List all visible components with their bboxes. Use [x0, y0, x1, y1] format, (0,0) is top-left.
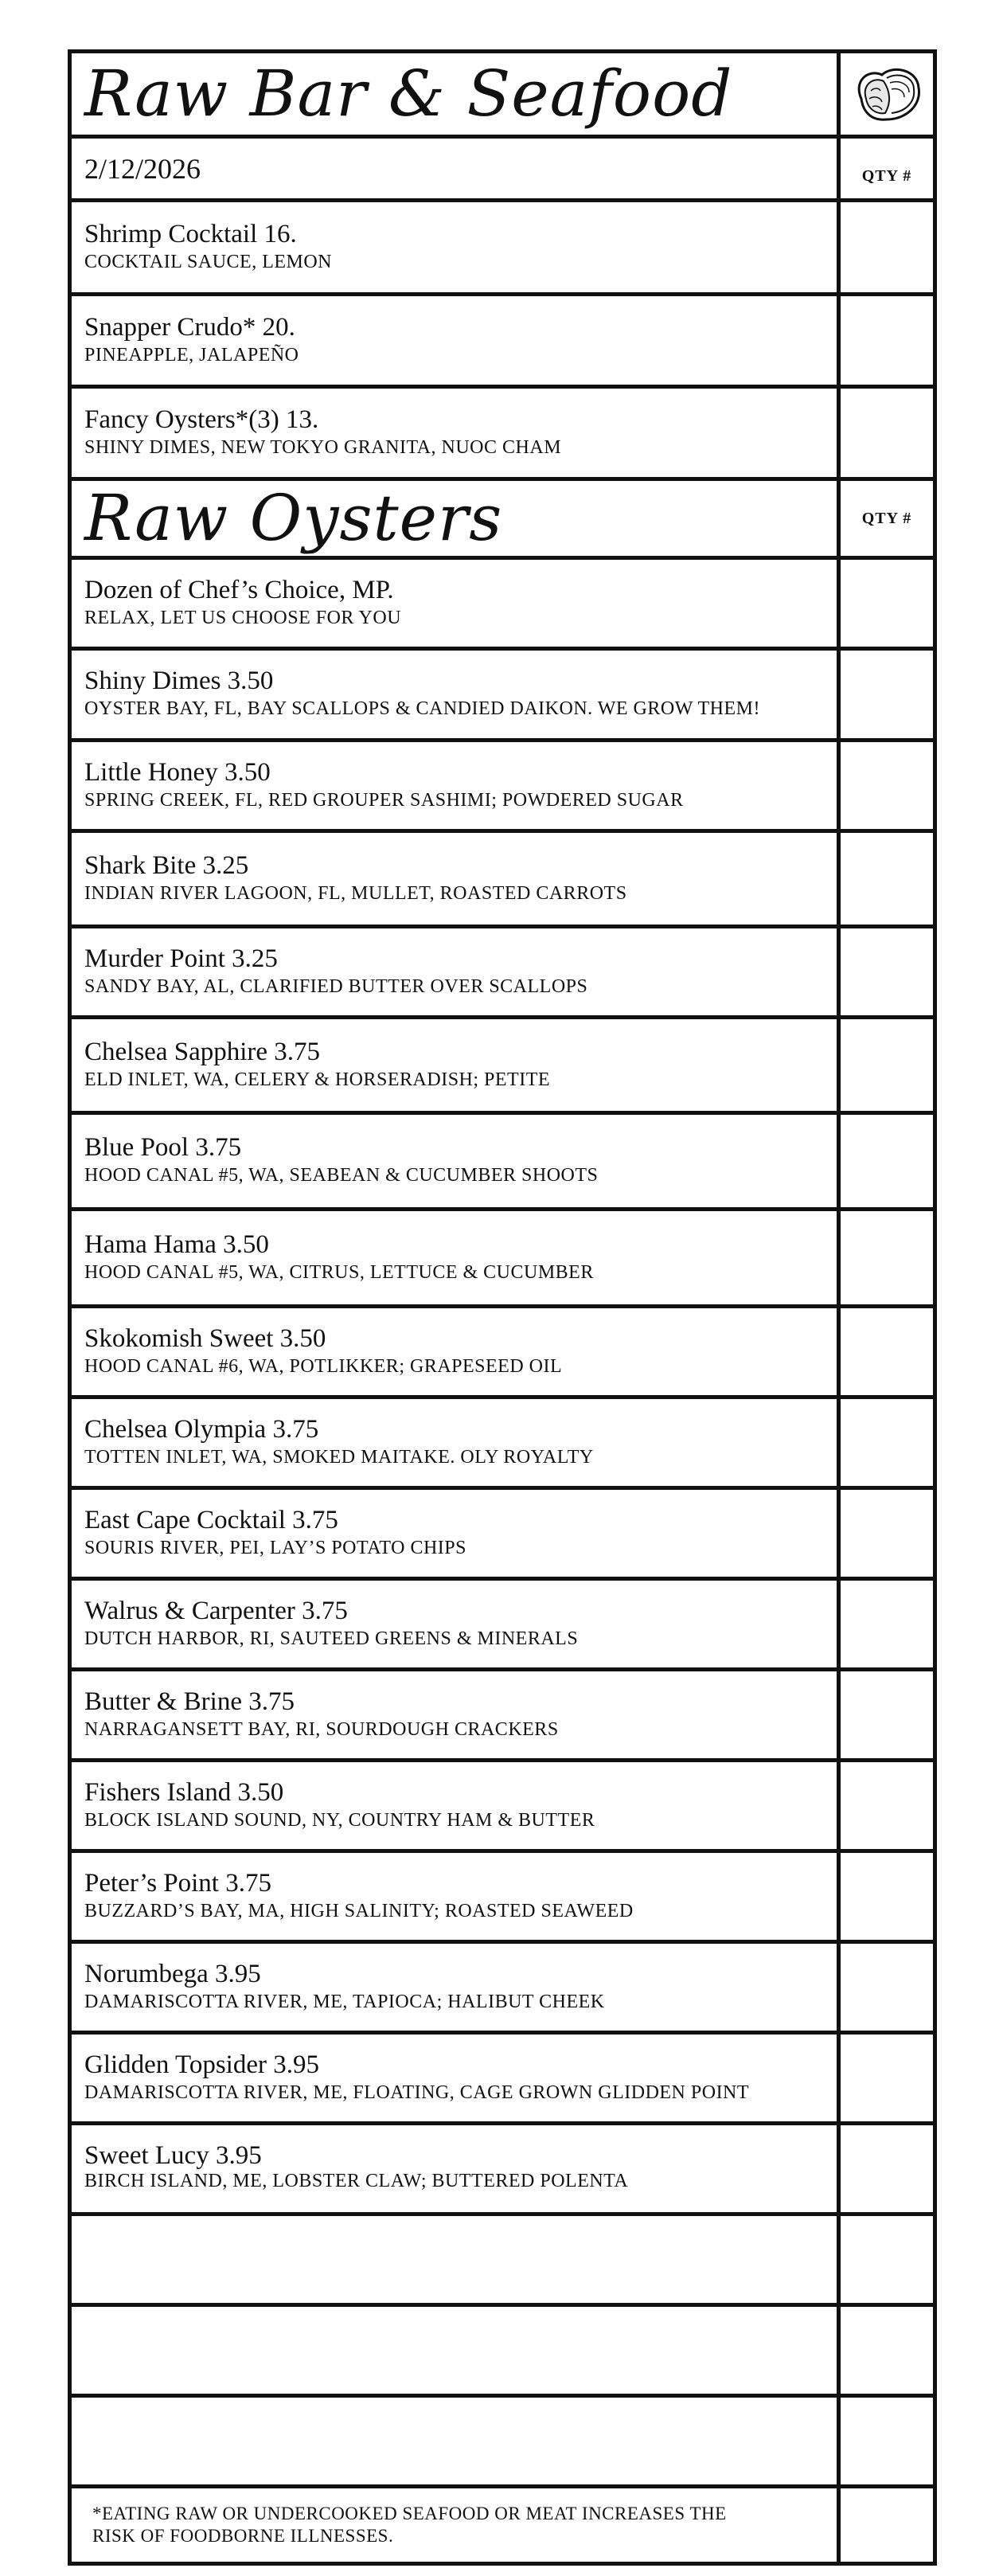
- menu-item-row: [72, 1211, 933, 1308]
- date-cell: [72, 139, 841, 198]
- menu-item: [72, 928, 841, 1015]
- qty-box[interactable]: [841, 1490, 933, 1577]
- qty-box[interactable]: [841, 2216, 933, 2303]
- menu-item-row: [72, 2125, 933, 2216]
- qty-box[interactable]: [841, 1581, 933, 1667]
- menu-item-row: [72, 928, 933, 1019]
- menu-item: [72, 1581, 841, 1667]
- blank-row: [72, 2216, 933, 2307]
- item-description: ELD INLET, WA, CELERY & HORSERADISH; PETITE: [84, 1069, 551, 1090]
- menu-item: [72, 296, 841, 385]
- menu-item-row: [72, 389, 933, 481]
- item-description: HOOD CANAL #5, WA, CITRUS, LETTUCE & CUCUMBER: [84, 1261, 594, 1283]
- item-name: Blue Pool 3.75: [84, 1133, 242, 1163]
- qty-box[interactable]: [841, 651, 933, 738]
- blank-item-cell[interactable]: [72, 2307, 841, 2394]
- date-row: [72, 139, 933, 202]
- menu-item: [72, 651, 841, 738]
- qty-box[interactable]: [841, 1399, 933, 1486]
- menu-item: [72, 1399, 841, 1486]
- item-description: SPRING CREEK, FL, RED GROUPER SASHIMI; POWDERED SUGAR: [84, 789, 684, 811]
- qty-box[interactable]: [841, 389, 933, 477]
- qty-box[interactable]: [841, 2035, 933, 2121]
- item-description: BIRCH ISLAND, ME, LOBSTER CLAW; BUTTERED POLENTA: [84, 2170, 629, 2191]
- item-name: Glidden Topsider 3.95: [84, 2050, 319, 2079]
- item-name: Snapper Crudo* 20.: [84, 312, 295, 342]
- item-name: Chelsea Olympia 3.75: [84, 1414, 319, 1444]
- item-description: SHINY DIMES, NEW TOKYO GRANITA, NUOC CHAM: [84, 436, 562, 458]
- qty-box[interactable]: [841, 1019, 933, 1111]
- menu-item: [72, 1211, 841, 1304]
- item-name: Skokomish Sweet 3.50: [84, 1323, 326, 1353]
- menu-item-row: [72, 296, 933, 389]
- qty-box[interactable]: [841, 1853, 933, 1940]
- menu-item-row: [72, 202, 933, 296]
- menu-item: [72, 1308, 841, 1395]
- item-name: Hama Hama 3.50: [84, 1229, 269, 1259]
- qty-box[interactable]: [841, 1671, 933, 1758]
- item-name: Sweet Lucy 3.95: [84, 2141, 262, 2170]
- menu-item: [72, 833, 841, 924]
- qty-box[interactable]: [841, 1211, 933, 1304]
- item-name: Fancy Oysters*(3) 13.: [84, 405, 319, 434]
- item-description: HOOD CANAL #5, WA, SEABEAN & CUCUMBER SHOOTS: [84, 1165, 599, 1186]
- disclaimer-cell: [72, 2488, 841, 2562]
- menu-item: [72, 742, 841, 829]
- menu-item-row: [72, 833, 933, 928]
- item-name: Shark Bite 3.25: [84, 850, 249, 880]
- item-name: Dozen of Chef’s Choice, MP.: [84, 575, 394, 604]
- qty-box[interactable]: [841, 296, 933, 385]
- menu-item: [72, 1115, 841, 1207]
- item-name: Walrus & Carpenter 3.75: [84, 1596, 348, 1625]
- item-description: DAMARISCOTTA RIVER, ME, TAPIOCA; HALIBUT CHEEK: [84, 1991, 605, 2012]
- qty-box[interactable]: [841, 928, 933, 1015]
- qty-box[interactable]: [841, 2307, 933, 2394]
- item-description: INDIAN RIVER LAGOON, FL, MULLET, ROASTED CARROTS: [84, 882, 627, 904]
- section-header-raw-bar: [72, 53, 933, 139]
- qty-box[interactable]: [841, 2125, 933, 2212]
- item-description: RELAX, LET US CHOOSE FOR YOU: [84, 607, 402, 628]
- item-description: BUZZARD’S BAY, MA, HIGH SALINITY; ROASTED SEAWEED: [84, 1900, 634, 1921]
- item-description: SOURIS RIVER, PEI, LAY’S POTATO CHIPS: [84, 1537, 466, 1558]
- blank-row: [72, 2398, 933, 2488]
- item-description: PINEAPPLE, JALAPEÑO: [84, 344, 299, 365]
- qty-box[interactable]: [841, 742, 933, 829]
- item-name: Butter & Brine 3.75: [84, 1687, 295, 1716]
- item-description: DAMARISCOTTA RIVER, ME, FLOATING, CAGE GROWN GLIDDEN POINT: [84, 2082, 750, 2103]
- menu-item-row: [72, 1853, 933, 1944]
- item-description: BLOCK ISLAND SOUND, NY, COUNTRY HAM & BUTTER: [84, 1809, 595, 1831]
- item-name: Little Honey 3.50: [84, 757, 271, 787]
- blank-item-cell[interactable]: [72, 2398, 841, 2484]
- qty-box[interactable]: [841, 1308, 933, 1395]
- menu-item-row: [72, 742, 933, 833]
- item-name: Chelsea Sapphire 3.75: [84, 1037, 321, 1066]
- menu-item: [72, 1019, 841, 1111]
- menu-item: [72, 560, 841, 647]
- item-name: Fishers Island 3.50: [84, 1777, 284, 1807]
- menu-item-row: [72, 1490, 933, 1581]
- menu-item-row: [72, 1581, 933, 1671]
- item-description: OYSTER BAY, FL, BAY SCALLOPS & CANDIED DAIKON. WE GROW THEM!: [84, 698, 760, 720]
- qty-box[interactable]: [841, 2488, 933, 2562]
- section-header-raw-oysters: [72, 481, 933, 560]
- section-title-raw-oysters: Raw Oysters: [84, 481, 503, 555]
- qty-header-cell: [841, 139, 933, 198]
- menu-item-row: [72, 1762, 933, 1853]
- item-name: Shrimp Cocktail 16.: [84, 219, 297, 248]
- qty-box[interactable]: [841, 833, 933, 924]
- qty-box[interactable]: [841, 202, 933, 292]
- section-title-cell: [72, 53, 841, 135]
- section-title-cell: [72, 481, 841, 556]
- item-description: COCKTAIL SAUCE, LEMON: [84, 251, 333, 272]
- footer-row: [72, 2488, 933, 2562]
- menu-item: [72, 2125, 841, 2212]
- qty-label: QTY #: [861, 167, 912, 185]
- menu-item-row: [72, 1308, 933, 1399]
- item-description: HOOD CANAL #6, WA, POTLIKKER; GRAPESEED OIL: [84, 1355, 563, 1377]
- menu-item: [72, 1490, 841, 1577]
- blank-row: [72, 2307, 933, 2398]
- menu-item: [72, 2035, 841, 2121]
- qty-box[interactable]: [841, 1944, 933, 2031]
- menu-item-row: [72, 1019, 933, 1115]
- qty-box[interactable]: [841, 1762, 933, 1849]
- menu-item-row: [72, 560, 933, 651]
- disclaimer-line-1: *EATING RAW OR UNDERCOOKED SEAFOOD OR MEAT INCREASES THE: [92, 2504, 727, 2524]
- qty-box[interactable]: [841, 560, 933, 647]
- menu-item: [72, 389, 841, 477]
- menu-date: 2/12/2026: [84, 152, 201, 185]
- oyster-icon: [841, 53, 933, 135]
- menu-item: [72, 1762, 841, 1849]
- item-name: East Cape Cocktail 3.75: [84, 1505, 338, 1534]
- item-description: SANDY BAY, AL, CLARIFIED BUTTER OVER SCALLOPS: [84, 975, 588, 997]
- item-description: NARRAGANSETT BAY, RI, SOURDOUGH CRACKERS: [84, 1718, 559, 1740]
- item-name: Norumbega 3.95: [84, 1959, 261, 1988]
- menu-item: [72, 1671, 841, 1758]
- menu-sheet: [68, 49, 937, 2566]
- menu-item-row: [72, 1399, 933, 1490]
- menu-item-row: [72, 1115, 933, 1211]
- qty-box[interactable]: [841, 2398, 933, 2484]
- section-title-raw-bar: Raw Bar & Seafood: [84, 57, 733, 131]
- menu-item-row: [72, 1671, 933, 1762]
- menu-item-row: [72, 2035, 933, 2125]
- qty-header-cell: [841, 481, 933, 556]
- item-name: Peter’s Point 3.75: [84, 1868, 271, 1898]
- menu-item-row: [72, 651, 933, 742]
- item-name: Murder Point 3.25: [84, 944, 278, 973]
- menu-item-row: [72, 1944, 933, 2035]
- menu-item: [72, 1853, 841, 1940]
- blank-item-cell[interactable]: [72, 2216, 841, 2303]
- disclaimer-line-2: RISK OF FOODBORNE ILLNESSES.: [92, 2526, 394, 2546]
- qty-box[interactable]: [841, 1115, 933, 1207]
- item-description: DUTCH HARBOR, RI, SAUTEED GREENS & MINERALS: [84, 1628, 579, 1649]
- item-description: TOTTEN INLET, WA, SMOKED MAITAKE. OLY ROYALTY: [84, 1446, 594, 1468]
- item-name: Shiny Dimes 3.50: [84, 666, 274, 696]
- menu-item: [72, 1944, 841, 2031]
- menu-item: [72, 202, 841, 292]
- qty-label: QTY #: [861, 509, 912, 527]
